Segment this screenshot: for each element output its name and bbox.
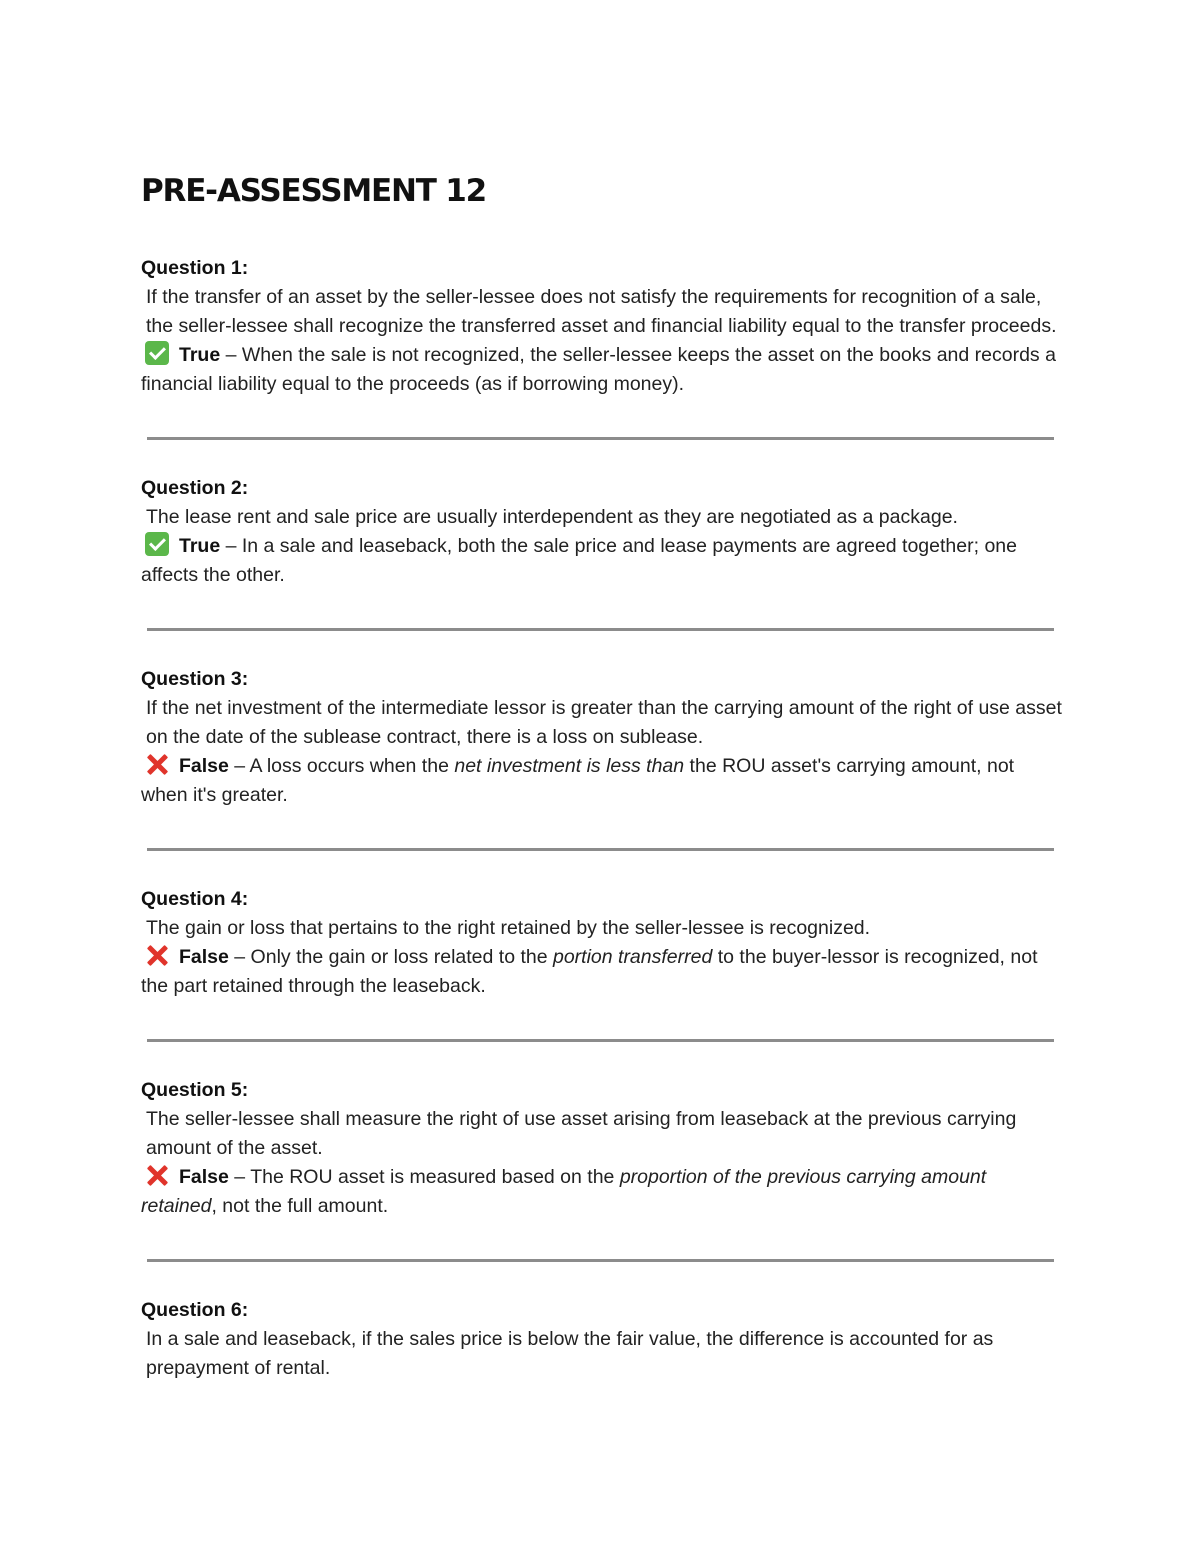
answer bbox=[141, 943, 1066, 1001]
question-heading: Question 3: bbox=[141, 668, 249, 690]
question-text: In a sale and leaseback, if the sales price is below the fair value, the difference is accounted for as prepayment of rental. bbox=[146, 1328, 994, 1379]
answer bbox=[141, 1163, 1066, 1221]
answer bbox=[141, 341, 1066, 399]
answer-explanation: – Only the gain or loss related to the bbox=[228, 946, 553, 968]
answer-emphasis: proportion of the previous carrying amount retained bbox=[141, 1166, 987, 1217]
question-text: The gain or loss that pertains to the right retained by the seller-lessee is recognized. bbox=[146, 917, 871, 939]
question-6 bbox=[141, 1296, 1066, 1383]
answer-emphasis: portion transferred bbox=[552, 946, 713, 968]
question-text: If the transfer of an asset by the seller-lessee does not satisfy the requirements for recognition of a sale, the seller-lessee shall recognize the transferred asset and financial liability equal to the transfer proceeds. bbox=[146, 286, 1057, 337]
page-title: PRE-ASSESSMENT 12 bbox=[141, 173, 486, 209]
answer-emphasis: net investment is less than bbox=[454, 755, 685, 777]
answer-explanation: – The ROU asset is measured based on the bbox=[228, 1166, 620, 1188]
verdict: True bbox=[179, 344, 221, 366]
question-text: If the net investment of the intermediate lessor is greater than the carrying amount of the right of use asset on the date of the sublease contract, there is a loss on sublease. bbox=[146, 697, 1062, 748]
verdict: True bbox=[179, 535, 221, 557]
question-4 bbox=[141, 885, 1066, 1001]
question-heading: Question 2: bbox=[141, 477, 249, 499]
question-heading: Question 5: bbox=[141, 1079, 249, 1101]
cross-mark-icon bbox=[145, 1163, 169, 1187]
question-heading: Question 4: bbox=[141, 888, 249, 910]
question-heading: Question 6: bbox=[141, 1299, 249, 1321]
question-5 bbox=[141, 1076, 1066, 1221]
cross-mark-icon bbox=[145, 943, 169, 967]
document-page bbox=[141, 168, 1066, 1383]
check-mark-icon bbox=[145, 532, 169, 556]
question-heading: Question 1: bbox=[141, 257, 249, 279]
answer-explanation: – A loss occurs when the bbox=[228, 755, 455, 777]
cross-mark-icon bbox=[145, 752, 169, 776]
question-1 bbox=[141, 254, 1066, 399]
question-3 bbox=[141, 665, 1066, 810]
question-2 bbox=[141, 474, 1066, 590]
answer-explanation-end: to the buyer-lessor is recognized, not the part retained through the leaseback. bbox=[141, 946, 1038, 997]
question-text: The lease rent and sale price are usually interdependent as they are negotiated as a package. bbox=[146, 506, 958, 528]
answer-explanation-end: the ROU asset's carrying amount, not when it's greater. bbox=[141, 755, 1015, 806]
answer-explanation: – When the sale is not recognized, the seller-lessee keeps the asset on the books and records a financial liability equal to the proceeds (as if borrowing money). bbox=[141, 344, 1056, 395]
check-mark-icon bbox=[145, 341, 169, 365]
question-text: The seller-lessee shall measure the right of use asset arising from leaseback at the previous carrying amount of the asset. bbox=[146, 1108, 1017, 1159]
verdict: False bbox=[179, 946, 229, 968]
answer bbox=[141, 532, 1066, 590]
verdict: False bbox=[179, 755, 229, 777]
answer bbox=[141, 752, 1066, 810]
answer-explanation: – In a sale and leaseback, both the sale price and lease payments are agreed together; one affects the other. bbox=[141, 535, 1017, 586]
answer-explanation-end: , not the full amount. bbox=[211, 1195, 389, 1217]
verdict: False bbox=[179, 1166, 229, 1188]
